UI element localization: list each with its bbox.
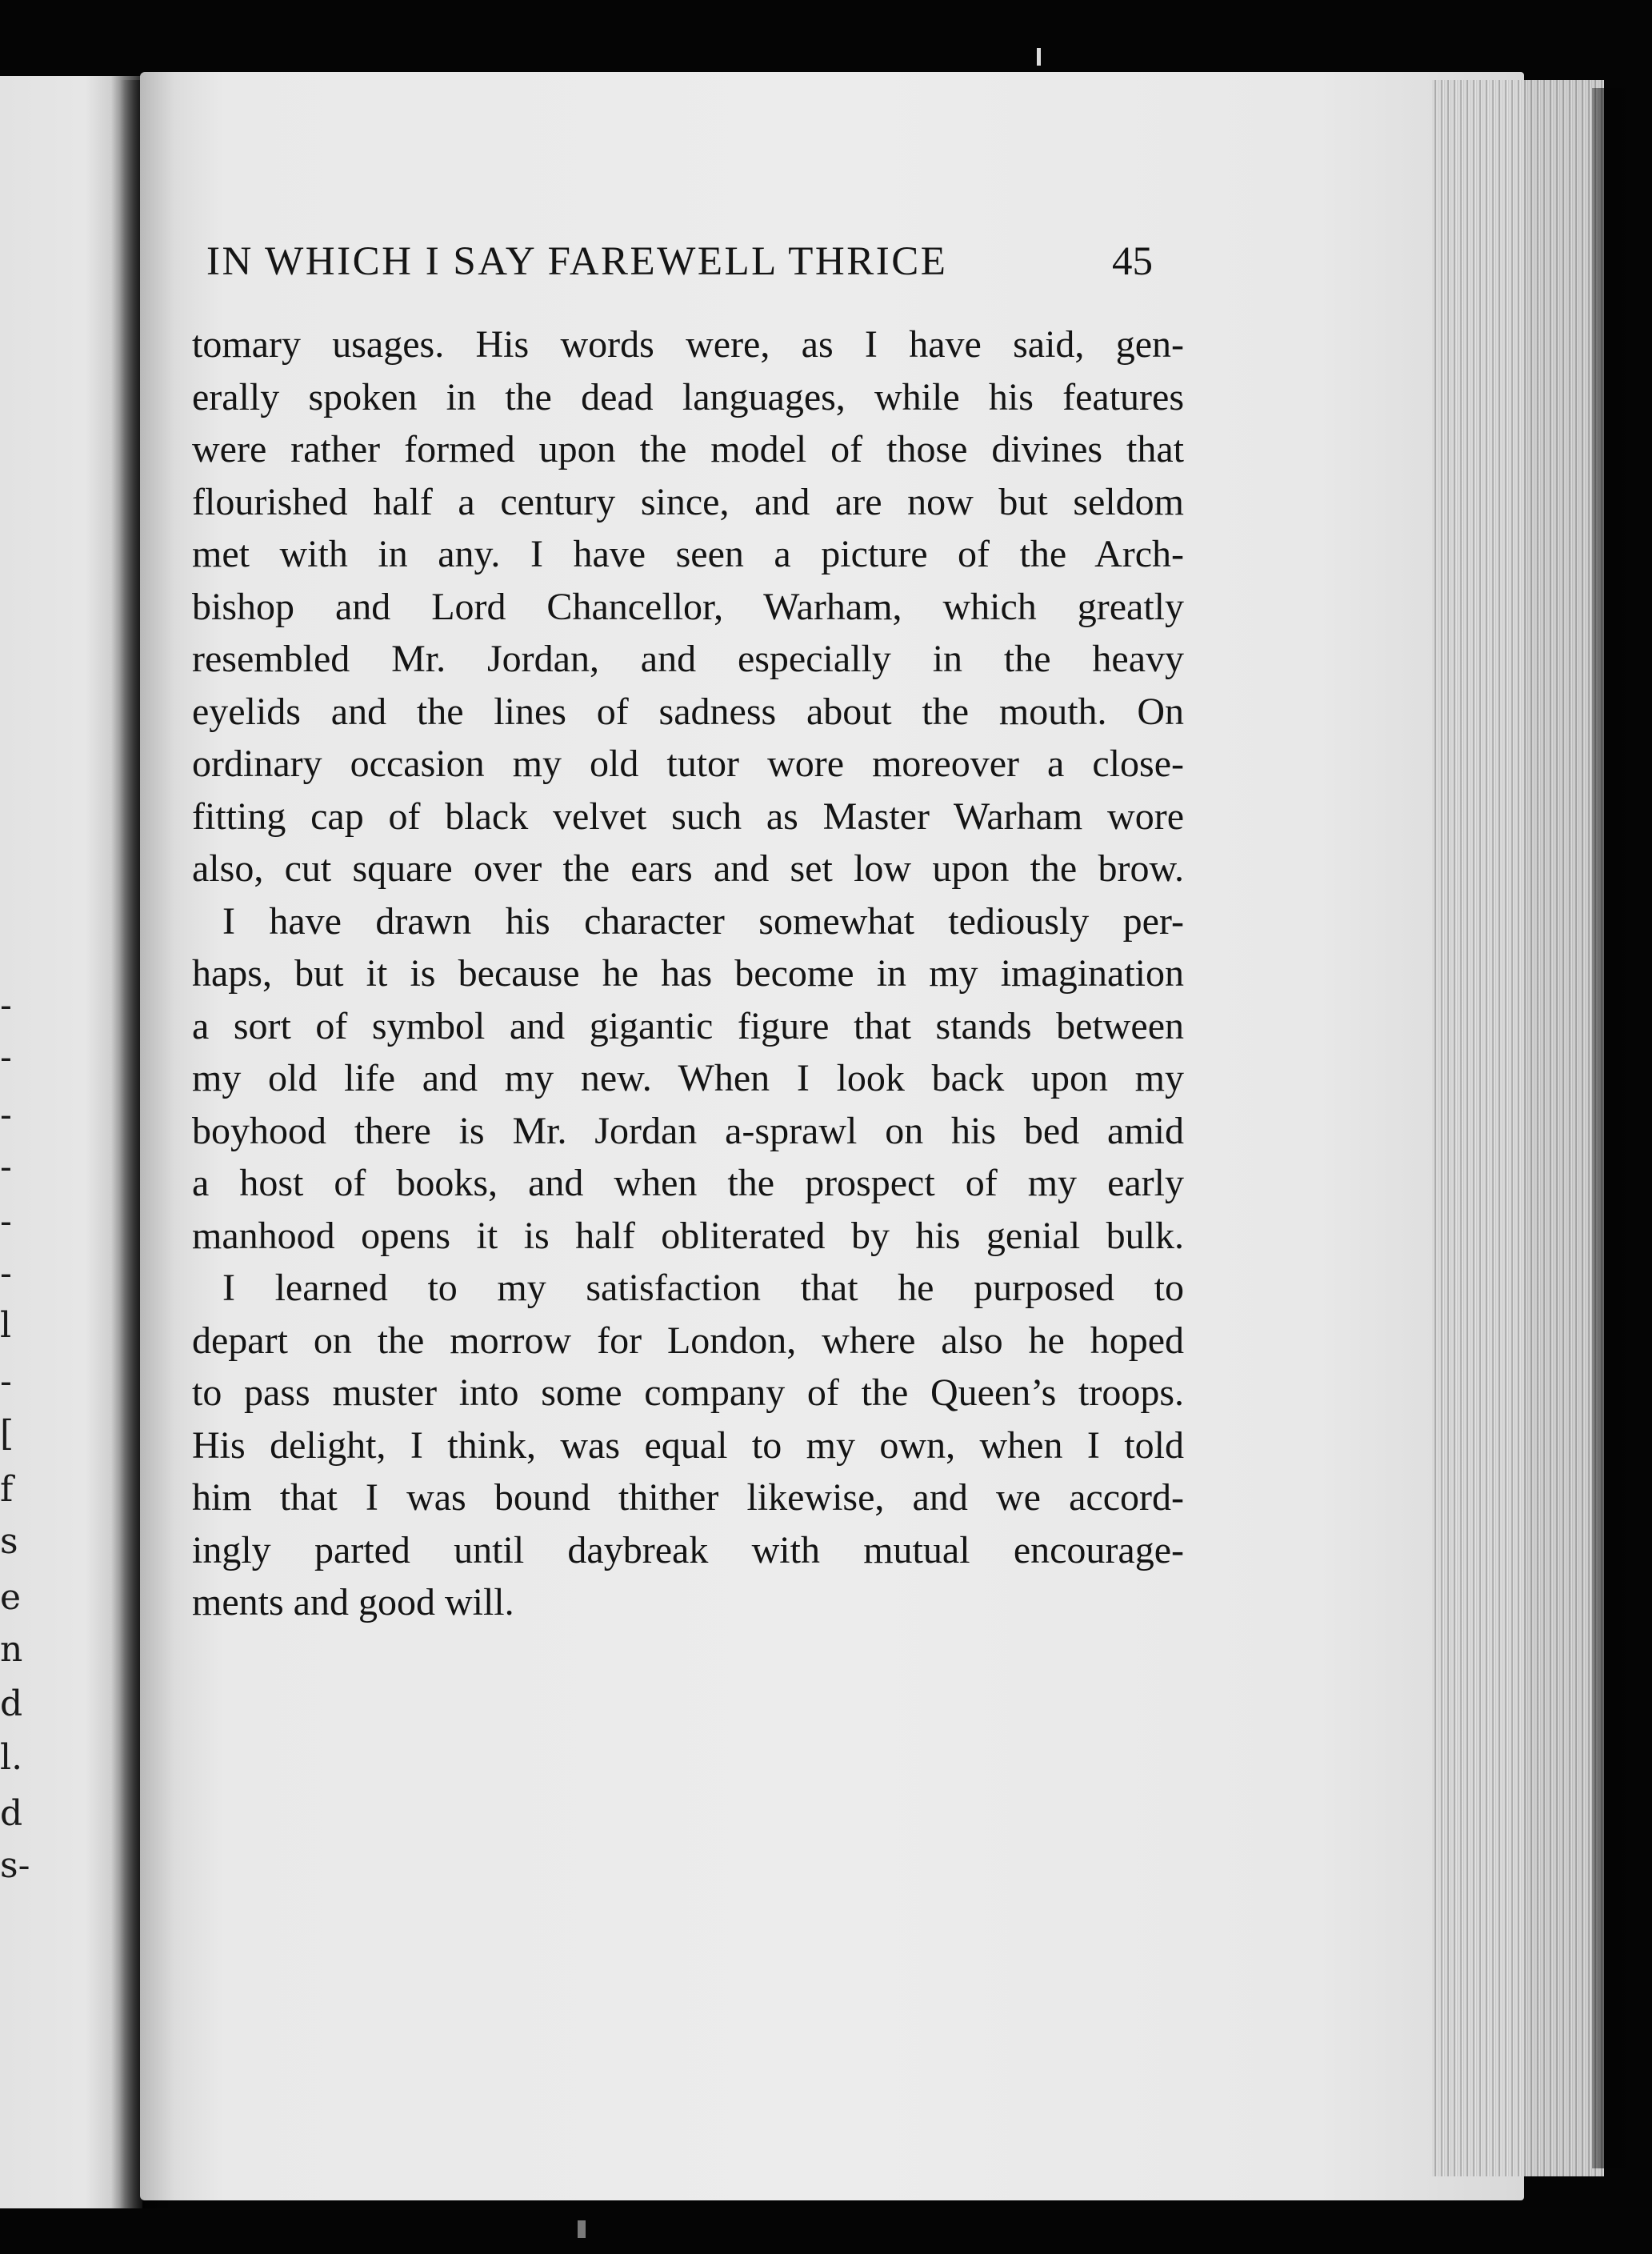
text-line: flourished half a century since, and are now but seldom <box>192 480 1184 523</box>
text-line: met with in any. I have seen a picture of the Arch- <box>192 533 1184 575</box>
text-line: a host of books, and when the prospect of my early <box>192 1162 1184 1204</box>
left-page-fragment: s- <box>0 1845 30 1886</box>
text-line: fitting cap of black velvet such as Master Warham wore <box>192 795 1184 838</box>
left-page-fragment: - <box>0 1361 12 1402</box>
text-line: ingly parted until daybreak with mutual encourage- <box>192 1528 1184 1571</box>
left-page-fragment: l <box>0 1305 12 1346</box>
page-edges-stack <box>1432 80 1604 2176</box>
left-page-fragment: - <box>0 1037 12 1078</box>
text-line: a sort of symbol and gigantic figure that stands between <box>192 1004 1184 1047</box>
left-page-fragment: l. <box>0 1737 23 1778</box>
left-page-fragment: f <box>0 1469 14 1510</box>
text-line: I have drawn his character somewhat tediously per- <box>222 899 1184 943</box>
text-line: to pass muster into some company of the Queen’s troops. <box>192 1371 1184 1414</box>
left-page-fragment: - <box>0 1147 12 1187</box>
left-page-fragment: e <box>0 1577 22 1618</box>
body-text <box>192 318 1184 1629</box>
text-line: bishop and Lord Chancellor, Warham, which greatly <box>192 585 1184 628</box>
left-page-fragment: - <box>0 1095 12 1135</box>
running-header: IN WHICH I SAY FAREWELL THRICE <box>206 239 948 284</box>
left-page-fragment: - <box>0 1201 12 1242</box>
text-line: haps, but it is because he has become in my imagination <box>192 952 1184 995</box>
text-line: I learned to my satisfaction that he purposed to <box>222 1267 1184 1309</box>
left-page-fragment: [ <box>0 1413 14 1454</box>
left-page-fragment: d <box>0 1793 23 1834</box>
page-edges-shadow <box>1592 88 1652 2168</box>
text-line: ordinary occasion my old tutor wore moreover a close- <box>192 743 1184 785</box>
text-line: also, cut square over the ears and set low upon the brow. <box>192 847 1184 890</box>
text-line: boyhood there is Mr. Jordan a-sprawl on his bed amid <box>192 1109 1184 1152</box>
text-line: him that I was bound thither likewise, and we accord- <box>192 1476 1184 1519</box>
left-page-fragment: - <box>0 985 12 1026</box>
text-line: eyelids and the lines of sadness about the mouth. On <box>192 690 1184 733</box>
left-page-fragment: n <box>0 1629 23 1670</box>
scan-speck <box>578 2220 586 2238</box>
text-line: tomary usages. His words were, as I have said, gen- <box>192 323 1184 366</box>
left-page-fragment: d <box>0 1683 23 1724</box>
text-line: my old life and my new. When I look back upon my <box>192 1057 1184 1099</box>
text-line: were rather formed upon the model of those divines that <box>192 428 1184 470</box>
left-page-fragment: - <box>0 1253 12 1294</box>
text-line: ments and good will. <box>192 1581 514 1623</box>
left-page-fragment: s <box>0 1521 18 1562</box>
scan-speck <box>1037 48 1041 66</box>
text-line: resembled Mr. Jordan, and especially in the heavy <box>192 638 1184 680</box>
text-line: manhood opens it is half obliterated by his genial bulk. <box>192 1214 1184 1257</box>
text-line: His delight, I think, was equal to my own, when I told <box>192 1423 1184 1467</box>
page-number: 45 <box>1112 239 1153 284</box>
text-line: erally spoken in the dead languages, while his features <box>192 375 1184 418</box>
text-line: depart on the morrow for London, where also he hoped <box>192 1319 1184 1362</box>
